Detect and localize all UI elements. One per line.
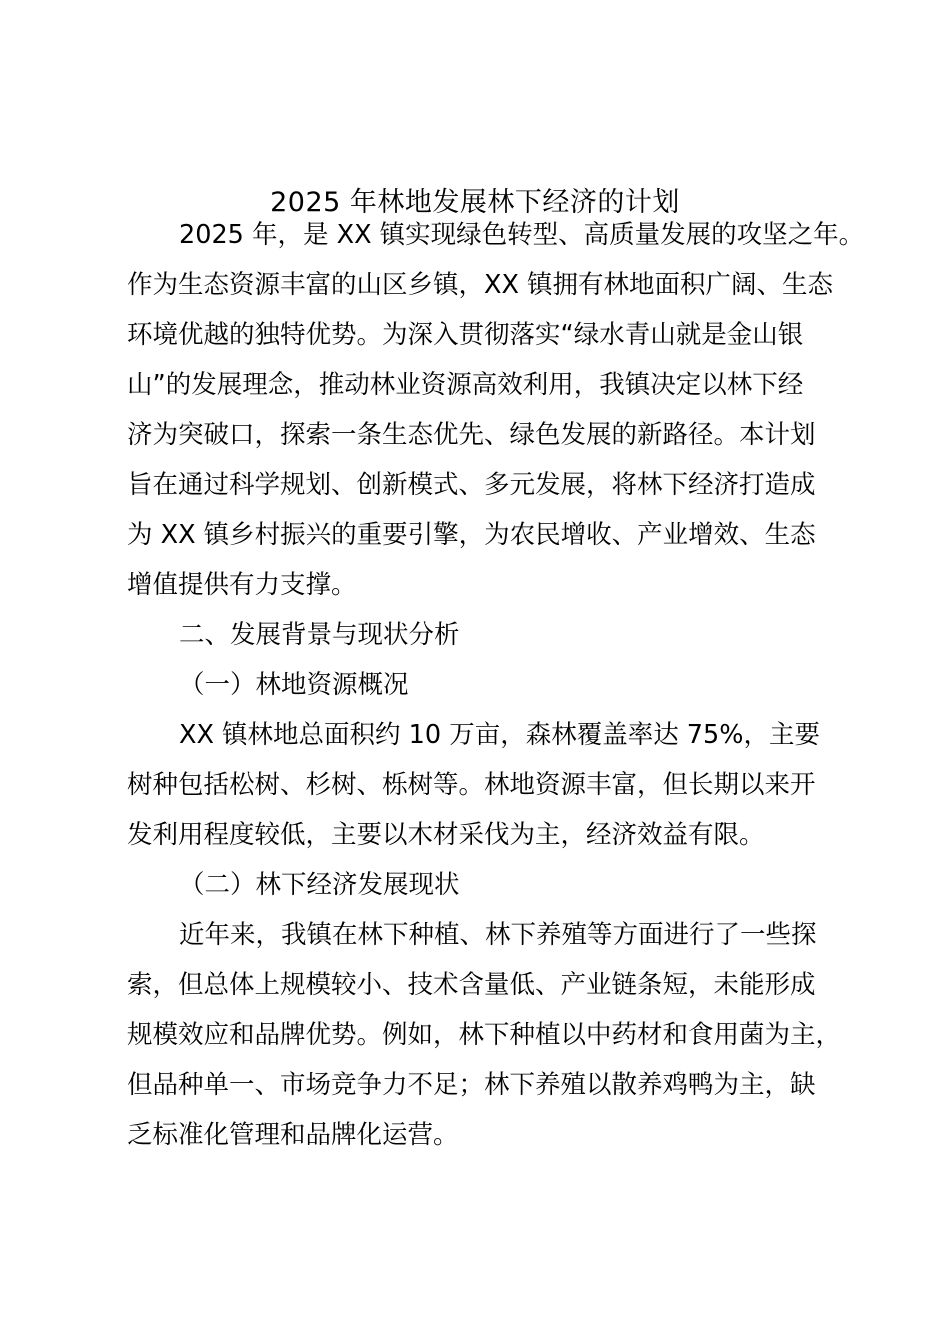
paragraph-line: 近年来，我镇在林下种植、林下养殖等方面进行了一些探 [179,920,817,950]
paragraph-line: 环境优越的独特优势。为深入贯彻落实“绿水青山就是金山银 [127,320,804,350]
paragraph-line: 旨在通过科学规划、创新模式、多元发展，将林下经济打造成 [127,470,816,500]
subsection-heading: （一）林地资源概况 [179,670,409,700]
paragraph-line: 2025 年，是 XX 镇实现绿色转型、高质量发展的攻坚之年。 [179,220,865,250]
paragraph-line: 规模效应和品牌优势。例如，林下种植以中药材和食用菌为主， [127,1020,842,1050]
paragraph-line: 树种包括松树、杉树、栎树等。林地资源丰富，但长期以来开 [127,770,816,800]
document-body [127,210,867,1160]
paragraph-line: 索，但总体上规模较小、技术含量低、产业链条短，未能形成 [127,970,816,1000]
section-heading: 二、发展背景与现状分析 [179,620,460,650]
paragraph-line: XX 镇林地总面积约 10 万亩，森林覆盖率达 75%，主要 [179,720,820,750]
subsection-heading: （二）林下经济发展现状 [179,870,460,900]
paragraph-line: 发利用程度较低，主要以木材采伐为主，经济效益有限。 [127,820,765,850]
paragraph-line: 山”的发展理念，推动林业资源高效利用，我镇决定以林下经 [127,370,804,400]
document-title: 2025 年林地发展林下经济的计划 [270,187,680,218]
paragraph-line: 作为生态资源丰富的山区乡镇，XX 镇拥有林地面积广阔、生态 [127,270,834,300]
paragraph-line: 但品种单一、市场竞争力不足；林下养殖以散养鸡鸭为主，缺 [127,1070,816,1100]
paragraph-line: 为 XX 镇乡村振兴的重要引擎，为农民增收、产业增效、生态 [127,520,816,550]
paragraph-line: 济为突破口，探索一条生态优先、绿色发展的新路径。本计划 [127,420,816,450]
paragraph-line: 乏标准化管理和品牌化运营。 [127,1120,459,1150]
paragraph-line: 增值提供有力支撑。 [127,570,357,600]
